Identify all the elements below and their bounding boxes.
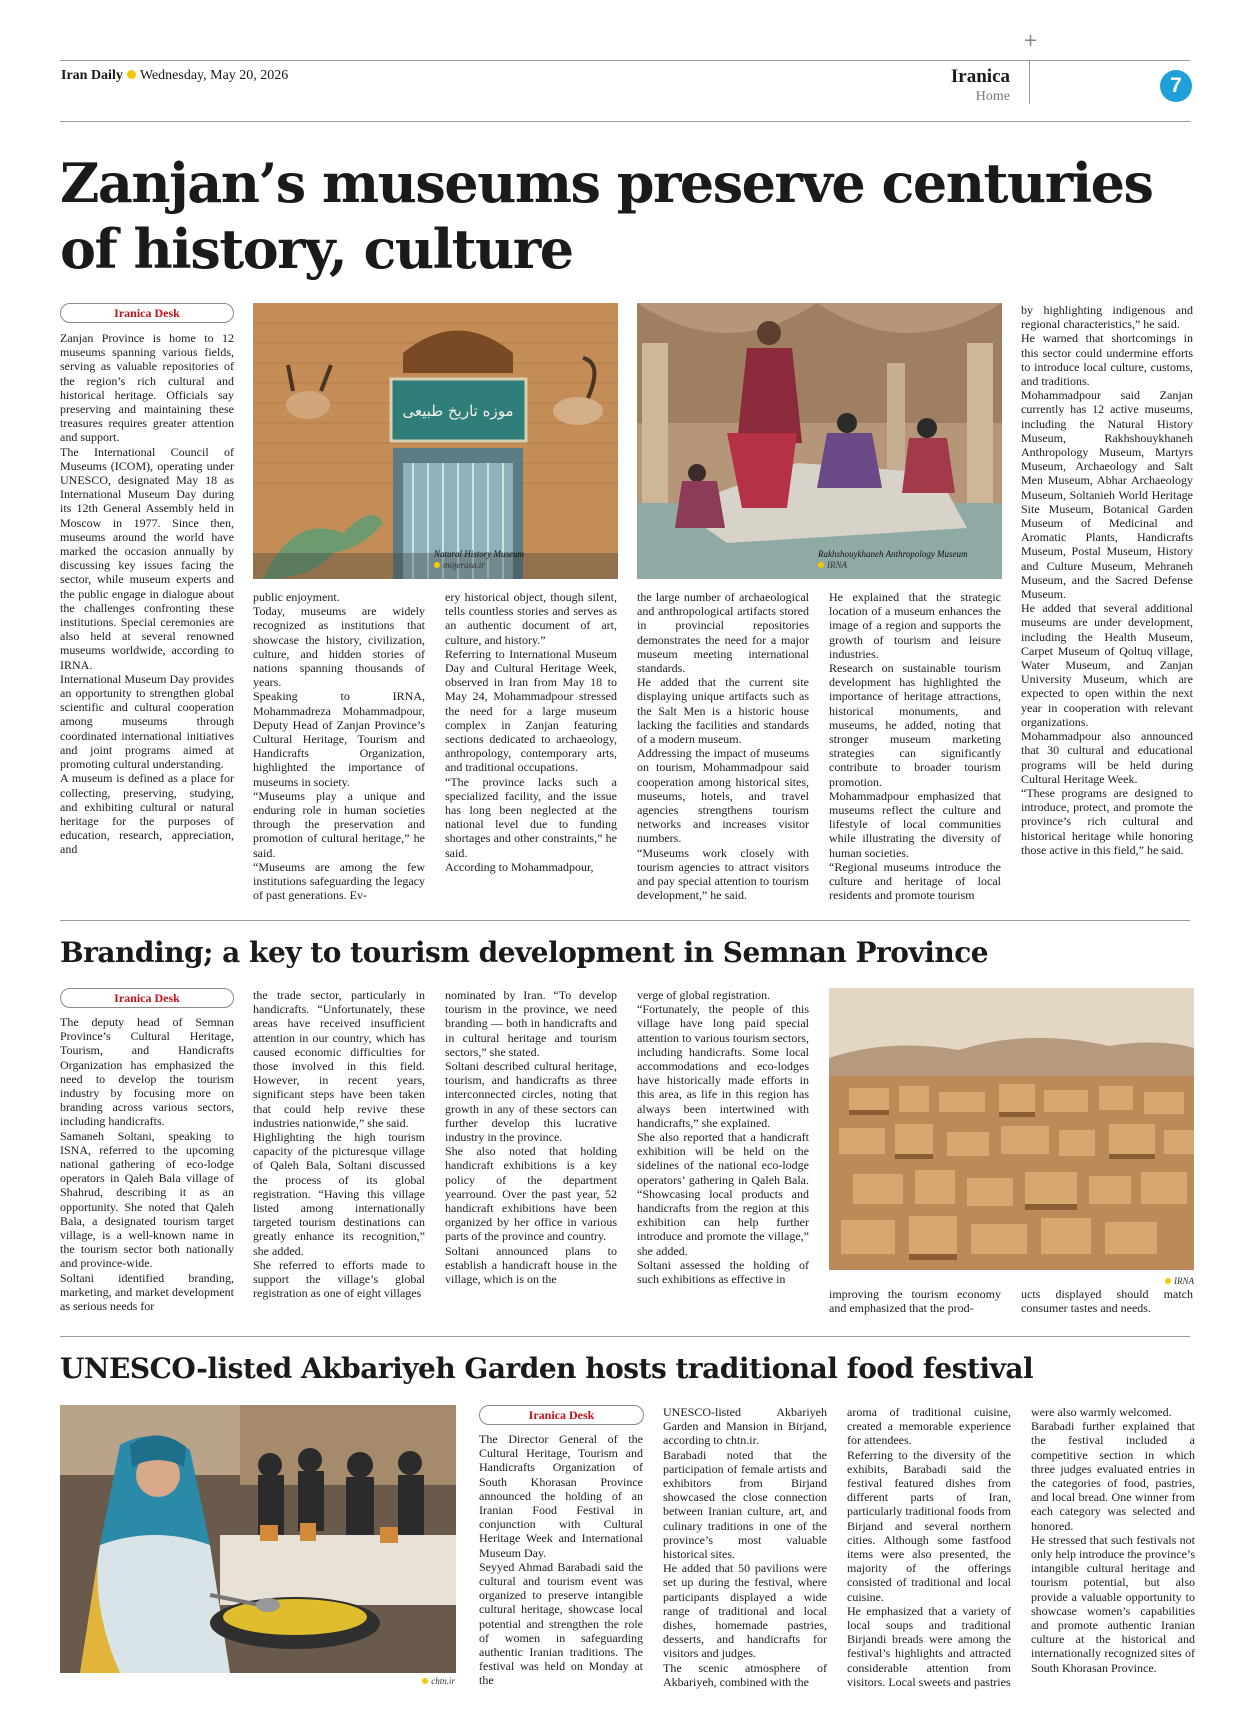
paragraph: by highlighting indigenous and regional characteristics,” he said. <box>1021 303 1193 332</box>
article3-column-4 <box>1031 1405 1195 1702</box>
paragraph: The scenic atmosphere of Akbariyeh, combined with the <box>663 1660 827 1689</box>
masthead-bottom-rule <box>60 121 1190 122</box>
section-divider-2 <box>60 1336 1190 1337</box>
article1-headline-line2: of history, culture <box>60 217 573 281</box>
paragraph: Samaneh Soltani, speaking to ISNA, referred to the upcoming national gathering of eco-lodge operators in Qaleh Bala village of Shahrud, describing it as an opportunity. She noted that Qaleh Bala, a designated tourism target village, is a well-known name in the tourism sector both nationally and province-wide. <box>60 1128 234 1271</box>
article2-column-5 <box>829 1287 1001 1317</box>
qaleh-bala-village-photo <box>829 988 1194 1270</box>
article2-desk-badge: Iranica Desk <box>60 988 234 1008</box>
article1-column-4 <box>637 590 809 902</box>
paragraph: The deputy head of Semnan Province’s Cultural Heritage, Tourism, and Handicrafts Organization has emphasized the need to develop the tourism industry by focusing more on branding across various sectors, including handicrafts. <box>60 1015 234 1129</box>
paragraph: He emphasized that a variety of local soups and traditional Birjandi breads were among the festival’s highlights and attracted considerable attention from visitors. Local sweets and pastries <box>847 1603 1011 1689</box>
paragraph: “Fortunately, the people of this village have long paid special attention to various tourism sectors, including handicrafts. Some local accommodations and eco-lodges have historically made efforts in this area, as life in this region has always been intertwined with handicrafts,” she explained. <box>637 1002 809 1130</box>
photo2-caption <box>818 549 998 571</box>
paragraph: Highlighting the high tourism capacity of the picturesque village of Qaleh Bala, Soltani discussed the process of its global registration. “Having this village listed among internationally targeted tourism destinations can greatly enhance its recognition,” she added. <box>253 1130 425 1258</box>
paragraph: Addressing the impact of museums on tourism, Mohammadpour said cooperation among historical sites, museums, hotels, and travel agencies strengthens tourism networks and increases visitor numbers. <box>637 746 809 846</box>
paragraph: verge of global registration. <box>637 988 771 1002</box>
photo1-source: mojerasa.ir <box>443 560 485 570</box>
article1-column-1 <box>60 331 234 901</box>
festival-illustration <box>60 1405 456 1673</box>
photo1-caption-text: Natural History Museum <box>434 549 524 559</box>
article3-headline: UNESCO-listed Akbariyeh Garden hosts traditional food festival <box>60 1352 1034 1385</box>
paragraph: Seyyed Ahmad Barabadi said the cultural and tourism event was organized to preserve intangible cultural heritage, showcase local potential and strengthen the role of women in safeguarding authentic Iranian traditions. The festival was held on Monday at the <box>479 1559 643 1688</box>
food-festival-photo <box>60 1405 456 1673</box>
paragraph: Soltani described cultural heritage, tourism, and handicrafts as three interconnected circles, noting that growth in any of these sectors can further develop this lucrative industry in the province. <box>445 1059 617 1145</box>
anthropology-museum-photo <box>637 303 1002 579</box>
paragraph: International Museum Day provides an opportunity to strengthen global scientific and cultural cooperation among museums through coordinated international initiatives and joint programs aimed at promoting cultural understanding. <box>60 671 234 772</box>
paragraph: He stressed that such festivals not only help introduce the province’s intangible cultural heritage and tourism potential, but also provide a valuable opportunity to showcase women’s capabilities and promote authentic Iranian culture at the historical and internationally recognized sites of South Khorasan Province. <box>1031 1532 1195 1675</box>
masthead-dot-icon <box>127 70 136 79</box>
page-number-badge: 7 <box>1160 70 1192 102</box>
paragraph: He explained that the strategic location of a museum enhances the image of a region and supports the growth of tourism and leisure industries. <box>829 590 1001 661</box>
article2-column-3 <box>445 988 617 1315</box>
article2-column-2 <box>253 988 425 1315</box>
top-rule <box>60 60 1190 61</box>
photo4-caption <box>395 1676 455 1687</box>
article1-column-5 <box>829 590 1001 902</box>
paragraph: The Director General of the Cultural Heritage, Tourism and Handicrafts Organization of South Khorasan Province announced the holding of an Iranian Food Festival in conjunction with Cultural Heritage Week and International Museum Day. <box>479 1432 643 1560</box>
article1-column-3 <box>445 590 617 902</box>
paragraph: The International Council of Museums (ICOM), operating under UNESCO, designated May 18 as International Museum Day during its 12th General Assembly held in Moscow in 1977. Since then, museums around the world have marked the occasion annually by discussing key issues facing the sector, while museum experts and the public engage in dialogue about the challenges confronting these institutions. Special ceremonies are also held at several renowned museums worldwide, according to IRNA. <box>60 444 234 672</box>
article1-column-2 <box>253 590 425 902</box>
paragraph: Soltani announced plans to establish a handicraft house in the village, which is on the <box>445 1243 617 1287</box>
paragraph: She also noted that holding handicraft exhibitions is a key policy of the department yearround. Over the past year, 52 handicraft exhibitions have been organized by her office in various parts of the province and country. <box>445 1144 617 1244</box>
paragraph: She also reported that a handicraft exhibition will be held on the sidelines of the national eco-lodge operators’ gathering in Qaleh Bala. “Showcasing local products and handicrafts from the region at this exhibition can help further introduce and promote the village,” she added. <box>637 1130 809 1258</box>
section-subtitle: Home <box>975 89 1010 104</box>
paragraph: improving the tourism economy and emphasized that the prod- <box>829 1287 1001 1316</box>
paragraph: Today, museums are widely recognized as institutions that showcase the history, civilization, culture, and hidden stories of nations spanning thousands of years. <box>253 604 425 690</box>
museum-facade-illustration <box>253 303 618 579</box>
paragraph: “These programs are designed to introduce, protect, and promote the province’s rich cultural and historical heritage while honoring those active in this field,” he said. <box>1021 785 1193 857</box>
paragraph: “The province lacks such a specialized facility, and the issue has long been neglected at the national level due to funding shortages and other constraints,” he said. <box>445 774 617 860</box>
paragraph: Referring to the diversity of the exhibits, Barabadi said the festival featured dishes from different parts of Iran, particularly traditional foods from Birjand and several northern cities. Although some fastfood items were also presented, the majority of the offerings consisted of traditional and local cuisine. <box>847 1447 1011 1604</box>
paragraph: Barabadi noted that the participation of female artists and exhibitors from Birjand showcased the close connection between Iranian culture, art, and culinary traditions in one of the province’s most valuable historical sites. <box>663 1447 827 1562</box>
paragraph: Soltani assessed the holding of such exhibitions as effective in <box>637 1257 809 1287</box>
paragraph: public enjoyment. <box>253 590 340 604</box>
masthead-divider <box>1029 60 1030 104</box>
section-divider-1 <box>60 920 1190 921</box>
article2-column-4 <box>637 988 809 1315</box>
article3-column-2 <box>663 1405 827 1702</box>
paragraph: nominated by Iran. “To develop tourism in the province, we need branding — both in handicrafts and in cultural heritage and tourism sectors,” she stated. <box>445 988 617 1059</box>
paragraph: Mohammadpour also announced that 30 cultural and educational programs will be held during Cultural Heritage Week. <box>1021 729 1193 786</box>
village-illustration <box>829 988 1194 1270</box>
paragraph: “Museums play a unique and enduring role in human societies through the preservation and promotion of cultural heritage,” he said. <box>253 788 425 860</box>
paragraph: were also warmly welcomed. <box>1031 1405 1172 1419</box>
article2-headline: Branding; a key to tourism development in Semnan Province <box>60 936 989 969</box>
paragraph: ery historical object, though silent, tells countless stories and serves as an authentic document of art, culture, and history.” <box>445 590 617 647</box>
source-dot-icon <box>818 562 824 568</box>
paragraph: Mohammadpour emphasized that museums reflect the culture and lifestyle of local communities while illustrating the diversity of human societies. <box>829 788 1001 860</box>
paragraph: Zanjan Province is home to 12 museums spanning various fields, serving as valuable repositories of the region’s rich cultural and historical heritage. Officials say preserving and maintaining these treasures requires greater attention and support. <box>60 331 234 445</box>
photo2-source: IRNA <box>827 560 847 570</box>
source-dot-icon <box>422 1678 428 1684</box>
article3-column-3 <box>847 1405 1011 1702</box>
paragraph: UNESCO-listed Akbariyeh Garden and Mansion in Birjand, according to chtn.ir. <box>663 1405 827 1448</box>
photo1-caption <box>434 549 614 571</box>
article1-headline <box>60 150 1180 282</box>
paragraph: Soltani identified branding, marketing, and market development as serious needs for <box>60 1270 234 1314</box>
article2-column-6 <box>1021 1287 1193 1317</box>
paragraph: the large number of archaeological and anthropological artifacts stored in provincial repositories demonstrates the need for a major museum meeting international standards. <box>637 590 809 676</box>
paragraph: Referring to International Museum Day and Cultural Heritage Week, observed in Iran from May 18 to May 24, Mohammadpour stressed the need for a large museum complex in Zanjan featuring sections dedicated to archaeology, anthropology, contemporary arts, and traditional occupations. <box>445 646 617 775</box>
natural-history-museum-photo <box>253 303 618 579</box>
paragraph: aroma of traditional cuisine, created a memorable experience for attendees. <box>847 1405 1011 1448</box>
paper-name: Iran Daily <box>61 68 123 83</box>
paragraph: the trade sector, particularly in handicrafts. “Unfortunately, these areas have received insufficient attention in our country, which has caused economic difficulties for those involved in this field. However, in recent years, significant steps have been taken that could help revive these industries nationwide,” she said. <box>253 988 425 1130</box>
masthead-info <box>61 68 288 84</box>
museum-interior-illustration <box>637 303 1002 579</box>
paragraph: Mohammadpour said Zanjan currently has 12 active museums, including the Natural History Museum, Rakhshouykhaneh Anthropology Museum, Martyrs Museum, Archaeology and Salt Men Museum, Abhar Archaeology Museum, Soltanieh World Heritage Site Museum, Botanical Garden Museum of Medicinal and Aromatic Plants, Handicrafts Museum, Postal Museum, History and Culture Museum, Mehraneh Museum, and the Sacred Defense Museum. <box>1021 388 1193 602</box>
source-dot-icon <box>1165 1278 1171 1284</box>
article1-column-6 <box>1021 303 1193 902</box>
article3-column-1 <box>479 1432 643 1702</box>
paragraph: He added that 50 pavilions were set up during the festival, where participants displayed a wide range of traditional and local dishes, homemade pastries, desserts, and handicrafts for visitors and judges. <box>663 1561 827 1661</box>
paragraph: He warned that shortcomings in this sector could undermine efforts to introduce local culture, customs, and traditions. <box>1021 331 1193 389</box>
paragraph: According to Mohammadpour, <box>445 859 594 874</box>
paragraph: “Museums work closely with tourism agencies to attract visitors and pay special attention to tourism development,” he said. <box>637 845 809 902</box>
article1-desk-badge: Iranica Desk <box>60 303 234 323</box>
article2-column-1 <box>60 1015 234 1315</box>
crop-mark-icon: + <box>1023 30 1039 51</box>
source-dot-icon <box>434 562 440 568</box>
paragraph: Research on sustainable tourism development has highlighted the importance of heritage attractions, historical monuments, and museums, he added, noting that stronger museum marketing strategies can significantly contribute to broader tourism promotion. <box>829 661 1001 789</box>
paragraph: A museum is defined as a place for collecting, preserving, studying, and exhibiting cultural or natural heritage for the purposes of education, research, appreciation, and <box>60 771 234 857</box>
photo2-caption-text: Rakhshouykhaneh Anthropology Museum <box>818 549 968 559</box>
paragraph: Speaking to IRNA, Mohammadreza Mohammadpour, Deputy Head of Zanjan Province’s Cultural Heritage, Tourism and Handicrafts Organization, highlighted the importance of museums in society. <box>253 689 425 789</box>
paragraph: Barabadi further explained that the festival included a competitive section in which three judges evaluated entries in the categories of food, pastries, and local bread. One winner from each category was selected and honored. <box>1031 1419 1195 1533</box>
paragraph: ucts displayed should match consumer tastes and needs. <box>1021 1287 1193 1316</box>
issue-date: Wednesday, May 20, 2026 <box>139 68 289 83</box>
museum-sign-text: موزه تاریخ طبیعی <box>402 402 514 420</box>
article3-desk-badge: Iranica Desk <box>479 1405 644 1425</box>
paragraph: “Regional museums introduce the culture and heritage of local residents and promote tourism <box>829 859 1001 902</box>
paragraph: She referred to efforts made to support the village’s global registration as one of eight villages <box>253 1257 425 1301</box>
photo4-source: chtn.ir <box>431 1676 455 1686</box>
photo3-source: IRNA <box>1174 1276 1194 1286</box>
section-name: Iranica <box>950 66 1010 87</box>
photo3-caption <box>1150 1276 1194 1287</box>
paragraph: “Museums are among the few institutions safeguarding the legacy of past generations. Ev- <box>253 859 425 902</box>
article1-headline-line1: Zanjan’s museums preserve centuries <box>60 151 1153 215</box>
paragraph: He added that several additional museums are under development, including the Health Museum, Carpet Museum of Qoltuq village, Water Museum, and Zanjan University Museum, which are expected to open within the next year in cooperation with relevant organizations. <box>1021 601 1193 729</box>
paragraph: He added that the current site displaying unique artifacts such as the Salt Men is a historic house lacking the facilities and standards of a modern museum. <box>637 675 809 747</box>
